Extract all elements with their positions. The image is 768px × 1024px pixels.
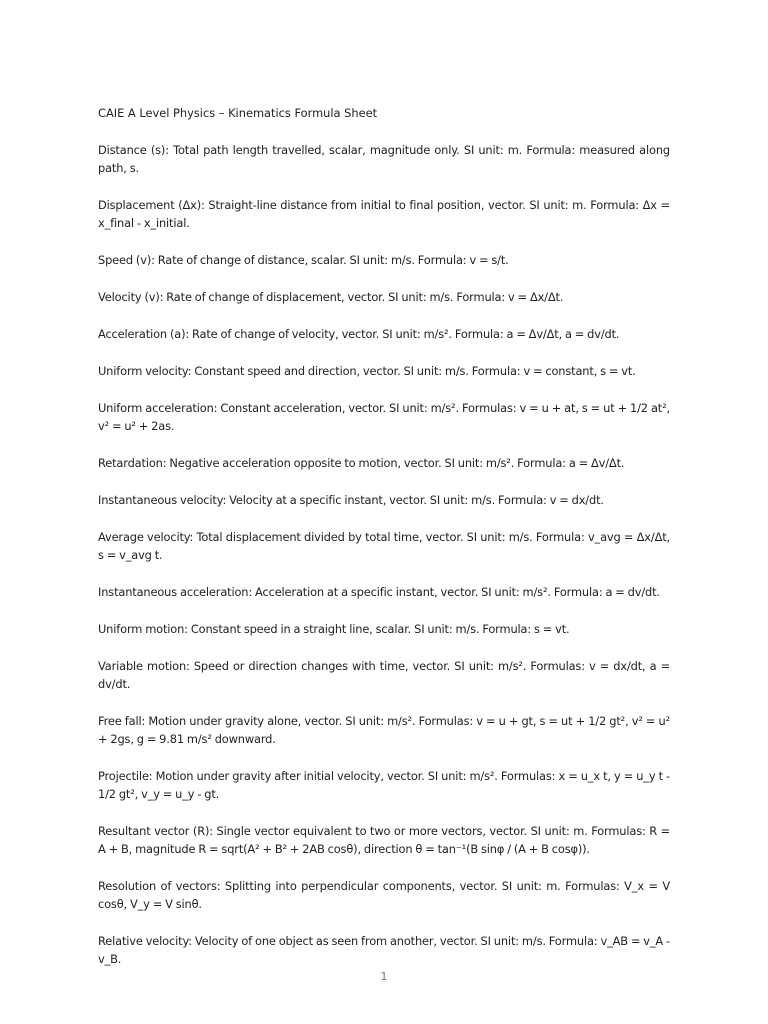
entry-projectile: Projectile: Motion under gravity after initial velocity, vector. SI unit: m/s². Formulas: x = u_x t, y = u_y t - 1/2 gt², v_y = u_y - gt. [98, 769, 670, 801]
entry-speed: Speed (v): Rate of change of distance, scalar. SI unit: m/s. Formula: v = s/t. [98, 253, 509, 267]
entry-variable-motion: Variable motion: Speed or direction changes with time, vector. SI unit: m/s². Formulas: v = dx/dt, a = dv/dt. [98, 659, 670, 691]
entry-free-fall: Free fall: Motion under gravity alone, vector. SI unit: m/s². Formulas: v = u + gt, s = ut + 1/2 gt², v² = u² + 2gs, g = 9.81 m/s² downward. [98, 714, 670, 746]
entry-uniform-acceleration: Uniform acceleration: Constant acceleration, vector. SI unit: m/s². Formulas: v = u + at, s = ut + 1/2 at², v² = u² + 2as. [98, 401, 670, 433]
entry-instantaneous-acceleration: Instantaneous acceleration: Acceleration at a specific instant, vector. SI unit: m/s². Formula: a = dv/dt. [98, 585, 660, 599]
entry-displacement: Displacement (Δx): Straight-line distance from initial to final position, vector. SI unit: m. Formula: Δx = x_final - x_initial. [98, 198, 670, 230]
entry-uniform-velocity: Uniform velocity: Constant speed and direction, vector. SI unit: m/s. Formula: v = constant, s = vt. [98, 364, 636, 378]
entry-uniform-motion: Uniform motion: Constant speed in a straight line, scalar. SI unit: m/s. Formula: s = vt. [98, 622, 570, 636]
entry-average-velocity: Average velocity: Total displacement divided by total time, vector. SI unit: m/s. Formula: v_avg = Δx/Δt, s = v_avg t. [98, 530, 670, 562]
document-body [98, 104, 670, 987]
entry-relative-velocity: Relative velocity: Velocity of one object as seen from another, vector. SI unit: m/s. Formula: v_AB = v_A - v_B. [98, 934, 670, 966]
entry-instantaneous-velocity: Instantaneous velocity: Velocity at a specific instant, vector. SI unit: m/s. Formula: v = dx/dt. [98, 493, 604, 507]
entry-resultant-vector: Resultant vector (R): Single vector equivalent to two or more vectors, vector. SI unit: m. Formulas: R = A + B, magnitude R = sqrt(A² + B² + 2AB cosθ), direction θ = tan⁻¹(B sinφ / (A + B cosφ)). [98, 824, 670, 856]
entry-acceleration: Acceleration (a): Rate of change of velocity, vector. SI unit: m/s². Formula: a = Δv/Δt, a = dv/dt. [98, 327, 620, 341]
document-title: CAIE A Level Physics – Kinematics Formula Sheet [98, 106, 378, 120]
entry-velocity: Velocity (v): Rate of change of displacement, vector. SI unit: m/s. Formula: v = Δx/Δt. [98, 290, 564, 304]
page-number: 1 [380, 970, 388, 983]
entry-distance: Distance (s): Total path length travelled, scalar, magnitude only. SI unit: m. Formula: measured along path, s. [98, 143, 670, 175]
entry-retardation: Retardation: Negative acceleration opposite to motion, vector. SI unit: m/s². Formula: a = Δv/Δt. [98, 456, 625, 470]
entry-resolution-of-vectors: Resolution of vectors: Splitting into perpendicular components, vector. SI unit: m. Formulas: V_x = V cosθ, V_y = V sinθ. [98, 879, 670, 911]
